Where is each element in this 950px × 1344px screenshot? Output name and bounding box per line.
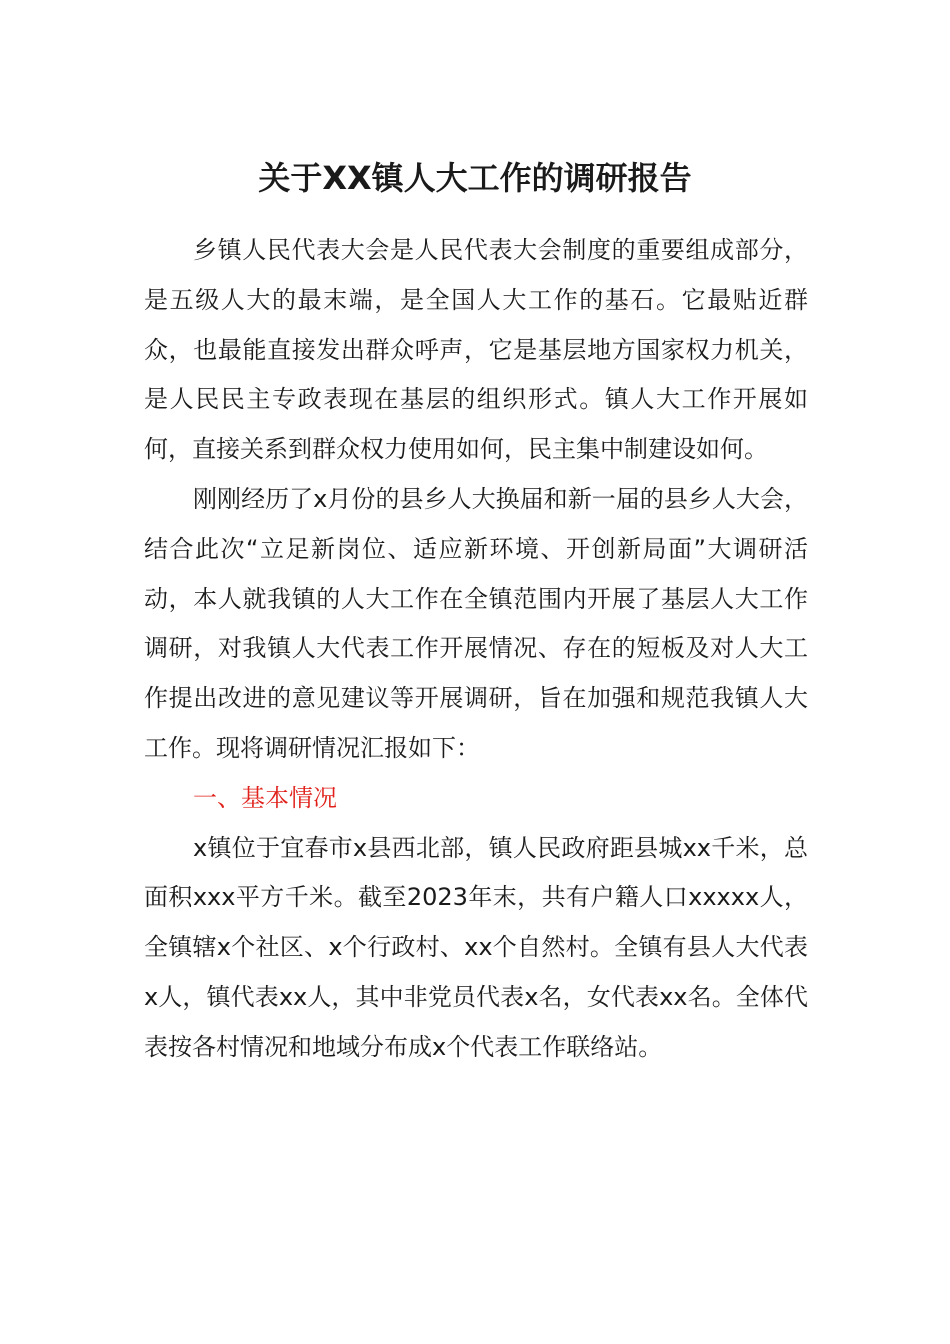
intro-paragraph: 乡镇人民代表大会是人民代表大会制度的重要组成部分，是五级人大的最末端，是全国人大工作的基石。它最贴近群众，也最能直接发出群众呼声，它是基层地方国家权力机关，是人民民主专政表现在基层的组织形式。镇人大工作开展如何，直接关系到群众权力使用如何，民主集中制建设如何。 <box>144 236 808 464</box>
document-body <box>144 226 808 1073</box>
background-paragraph: 刚刚经历了x月份的县乡人大换届和新一届的县乡人大会，结合此次“立足新岗位、适应新环境、开创新局面”大调研活动，本人就我镇的人大工作在全镇范围内开展了基层人大工作调研，对我镇人大代表工作开展情况、存在的短板及对人大工作提出改进的意见建议等开展调研，旨在加强和规范我镇人大工作。现将调研情况汇报如下： <box>144 484 808 762</box>
basic-info-paragraph: x镇位于宜春市x县西北部，镇人民政府距县城xx千米，总面积xxx平方千米。截至2023年末，共有户籍人口xxxxx人，全镇辖x个社区、x个行政村、xx个自然村。全镇有县人大代表x人，镇代表xx人，其中非党员代表x名，女代表xx名。全体代表按各村情况和地域分布成x个代表工作联络站。 <box>144 833 808 1061</box>
document-title: 关于XX镇人大工作的调研报告 <box>258 159 692 197</box>
section-heading-basic-info: 一、基本情况 <box>193 783 337 812</box>
